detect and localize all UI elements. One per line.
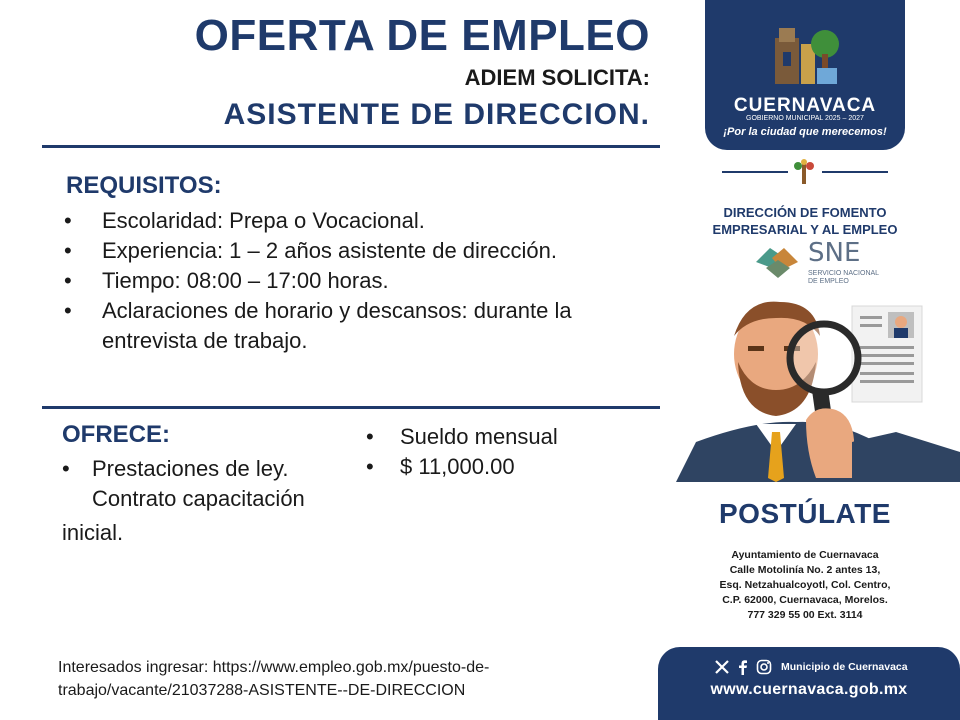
list-item: • Experiencia: 1 – 2 años asistente de dirección. <box>64 236 654 266</box>
list-item: • Aclaraciones de horario y descansos: durante la entrevista de trabajo. <box>64 296 654 356</box>
sne-logo-text: SNE <box>808 238 861 268</box>
sne-subtitle: SERVICIO NACIONAL DE EMPLEO <box>808 270 880 285</box>
divider-top <box>42 145 660 148</box>
ornament-icon <box>790 158 818 186</box>
application-link-text: Interesados ingresar: https://www.empleo.gob.mx/puesto-de-trabajo/vacante/21037288-ASISTENTE--DE-DIRECCION <box>58 659 490 699</box>
requirements-list <box>64 206 654 356</box>
facebook-icon[interactable] <box>735 659 751 675</box>
instagram-icon[interactable] <box>756 659 772 675</box>
list-item: • Sueldo mensual <box>366 422 656 452</box>
slogan: ¡Por la ciudad que merecemos! <box>723 126 887 138</box>
government-period: GOBIERNO MUNICIPAL 2025 – 2027 <box>746 115 864 122</box>
handshake-icon <box>752 238 802 284</box>
list-item: • Prestaciones de ley. <box>62 454 362 484</box>
address-line: Ayuntamiento de Cuernavaca <box>731 549 879 561</box>
offer-list-right <box>366 422 656 482</box>
address-block <box>700 548 910 623</box>
social-handle: Municipio de Cuernavaca <box>781 661 908 673</box>
offer-list-left <box>62 454 362 484</box>
cuernavaca-logo-panel <box>705 0 905 150</box>
list-item: • Tiempo: 08:00 – 17:00 horas. <box>64 266 654 296</box>
x-icon[interactable] <box>714 659 730 675</box>
offer-text-line: Contrato capacitación <box>92 486 305 511</box>
position-title: ASISTENTE DE DIRECCION. <box>223 98 650 131</box>
list-item: • Escolaridad: Prepa o Vocacional. <box>64 206 654 236</box>
divider-middle <box>42 406 660 409</box>
social-row <box>714 659 908 675</box>
department-name: DIRECCIÓN DE FOMENTO EMPRESARIAL Y AL EMPLEO <box>712 205 898 237</box>
magnifier-icon <box>790 324 858 421</box>
list-item: • $ 11,000.00 <box>366 452 656 482</box>
resume-sheet <box>852 306 922 402</box>
candidate-review-illustration <box>676 292 960 482</box>
cuernavaca-emblem-icon <box>765 18 845 88</box>
address-line: Calle Motolinía No. 2 antes 13, <box>729 564 881 576</box>
address-line: C.P. 62000, Cuernavaca, Morelos. <box>722 594 888 606</box>
ornament-line-left <box>722 171 788 173</box>
offer-heading: OFRECE: <box>62 421 170 448</box>
requirements-heading: REQUISITOS: <box>66 172 222 199</box>
offer-text-line: inicial. <box>62 520 124 545</box>
address-line: 777 329 55 00 Ext. 3114 <box>747 609 863 621</box>
address-line: Esq. Netzahualcoyotl, Col. Centro, <box>719 579 891 591</box>
contact-footer <box>658 647 960 720</box>
page-title: OFERTA DE EMPLEO <box>194 11 650 60</box>
city-name: CUERNAVACA <box>733 95 877 116</box>
website-link[interactable]: www.cuernavaca.gob.mx <box>710 681 908 698</box>
subtitle: ADIEM SOLICITA: <box>464 65 650 90</box>
apply-call-to-action: POSTÚLATE <box>719 498 891 529</box>
ornament-line-right <box>822 171 888 173</box>
